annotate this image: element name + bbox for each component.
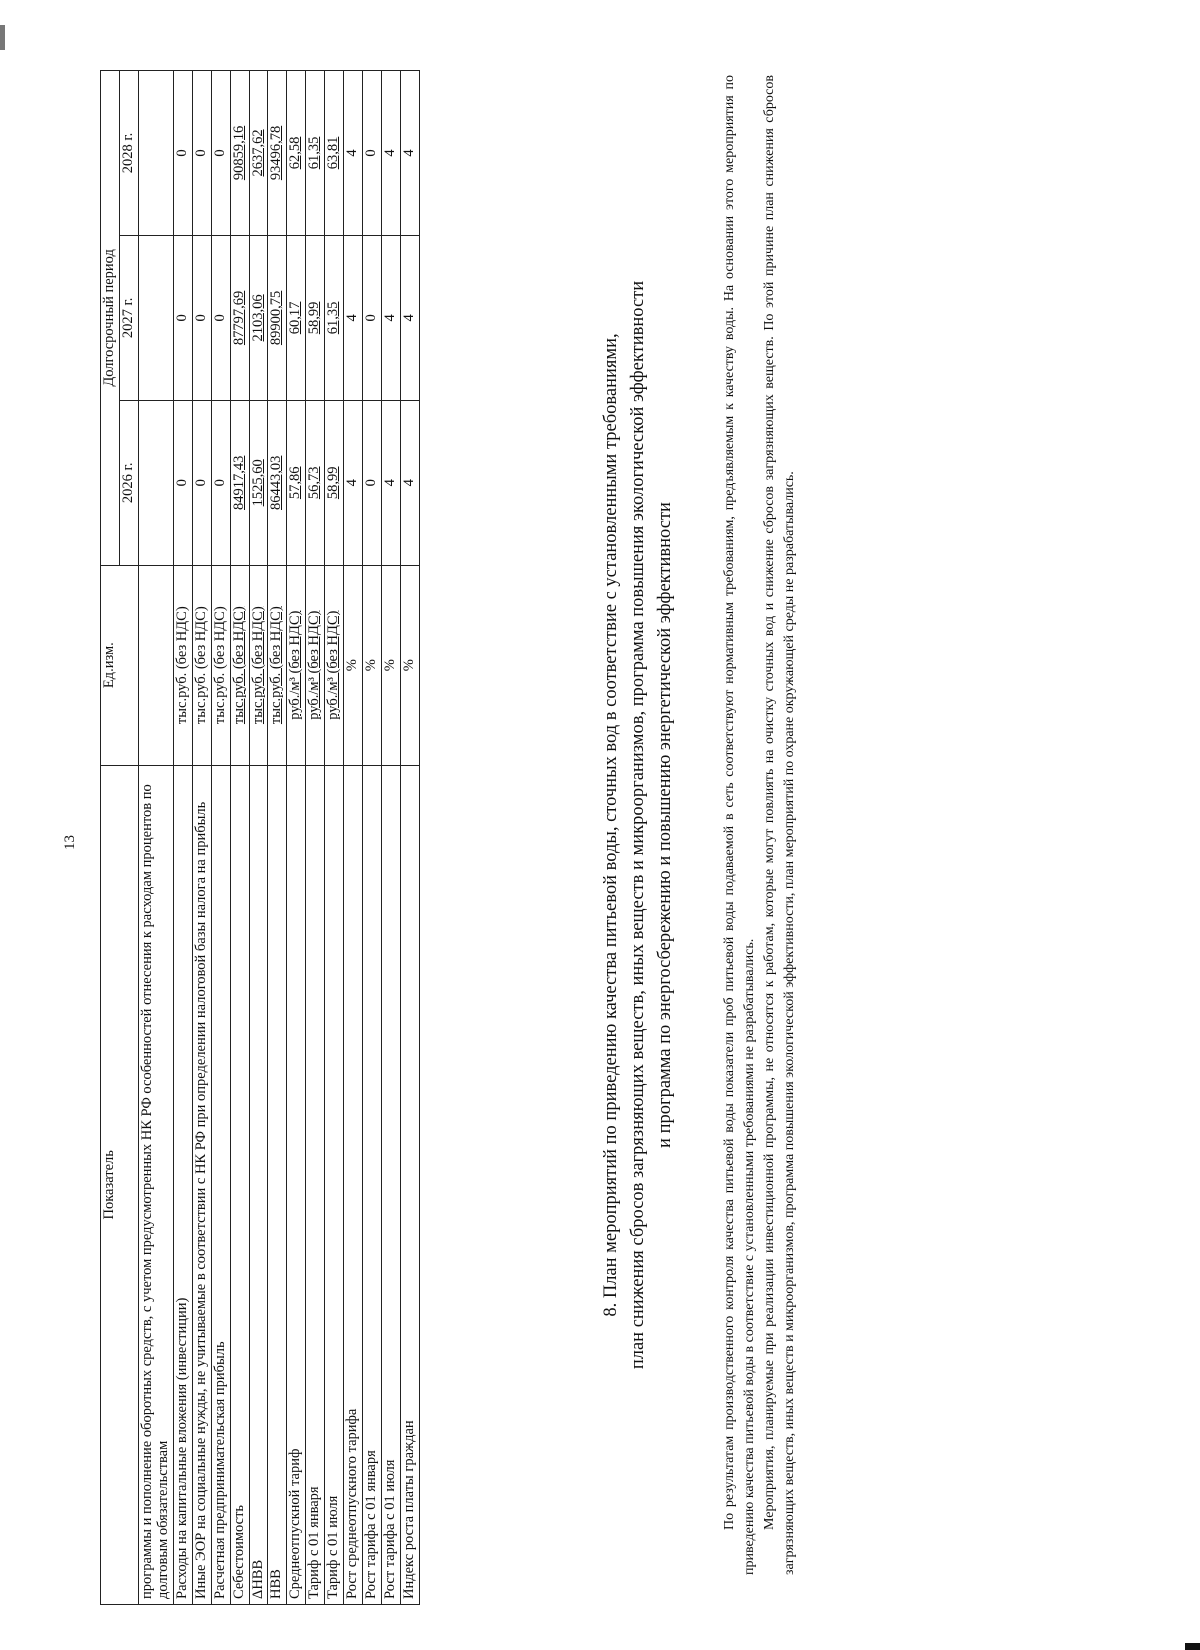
row-value: 2637,62 [249, 71, 268, 236]
row-value [138, 71, 173, 236]
row-value: 2103,06 [249, 235, 268, 400]
row-unit: тыс.руб. (без НДС) [173, 565, 192, 765]
row-unit: руб./м³ (без НДС) [325, 565, 344, 765]
row-indicator: ΔНВВ [249, 765, 268, 1604]
row-indicator: Расчетная предпринимательская прибыль [211, 765, 230, 1604]
scan-artifact [0, 25, 5, 50]
row-value: 0 [192, 71, 211, 236]
row-value: 4 [382, 71, 401, 236]
row-indicator: программы и пополнение оборотных средств, с учетом предусмотренных НК РФ особенностей отнесения к расходам процентов по долговым обязательствам [138, 765, 173, 1604]
row-indicator: Среднеотпускной тариф [287, 765, 306, 1604]
table-row [382, 71, 401, 1605]
row-unit: тыс.руб. (без НДС) [230, 565, 249, 765]
table-row [249, 71, 268, 1605]
row-value: 0 [192, 400, 211, 565]
row-indicator: Расходы на капитальные вложения (инвестиции) [173, 765, 192, 1604]
row-value: 62,58 [287, 71, 306, 236]
header-year-2028: 2028 г. [119, 71, 138, 236]
row-indicator: Иные ЭОР на социальные нужды, не учитываемые в соответствии с НК РФ при определении налоговой базы налога на прибыль [192, 765, 211, 1604]
table-row [287, 71, 306, 1605]
body-paragraph: Мероприятия, планируемые при реализации инвестиционной программы, не относятся к работам, которые могут повлиять на очистку сточных вод и снижение сбросов загрязняющих веществ. По этой причине план снижения сбросов загрязняющих веществ, иных веществ и микроорганизмов, программа повышения экологической эффективности, план мероприятий по охране окружающей среды не разрабатывались. [762, 75, 797, 1575]
row-value: 60,17 [287, 235, 306, 400]
row-unit: % [363, 565, 382, 765]
header-unit: Ед.изм. [101, 565, 139, 765]
row-indicator: Рост тарифа с 01 июля [382, 765, 401, 1604]
row-value: 0 [363, 400, 382, 565]
section-title [598, 0, 679, 1650]
row-indicator: Тариф с 01 января [306, 765, 325, 1604]
body-paragraph: По результатам производственного контроля качества питьевой воды показатели проб питьевой воды подаваемой в сеть соответствуют нормативным требованиям, предъявляемым к качеству воды. На основании этого мероприятия по приведению качества питьевой воды в соответствие с установленными требованиями не разрабатывались. [722, 75, 757, 1575]
table-row [230, 71, 249, 1605]
row-value: 4 [344, 71, 363, 236]
row-value: 57,86 [287, 400, 306, 565]
row-value: 86443,03 [268, 400, 287, 565]
row-value: 58,99 [325, 400, 344, 565]
row-value: 0 [211, 71, 230, 236]
header-period-group: Долгосрочный период [101, 71, 120, 566]
row-value: 61,35 [306, 71, 325, 236]
header-year-2026: 2026 г. [119, 400, 138, 565]
row-value: 4 [382, 235, 401, 400]
row-value: 84917,43 [230, 400, 249, 565]
row-value: 0 [173, 400, 192, 565]
section-body [720, 75, 800, 1575]
row-value: 4 [401, 71, 420, 236]
table-row [138, 71, 173, 1605]
row-value: 0 [363, 235, 382, 400]
header-indicator: Показатель [101, 765, 139, 1604]
row-value: 63,81 [325, 71, 344, 236]
row-value: 90859,16 [230, 71, 249, 236]
row-unit: % [382, 565, 401, 765]
row-unit: руб./м³ (без НДС) [287, 565, 306, 765]
section-title-line: и программа по энергосбережению и повышению энергетической эффективности [655, 502, 675, 1148]
row-unit: % [344, 565, 363, 765]
table-row [192, 71, 211, 1605]
row-value: 4 [401, 400, 420, 565]
table-body [138, 71, 419, 1605]
row-indicator: Индекс роста платы граждан [401, 765, 420, 1604]
table-row [344, 71, 363, 1605]
table-row [211, 71, 230, 1605]
row-indicator: Тариф с 01 июля [325, 765, 344, 1604]
row-unit: тыс.руб. (без НДС) [211, 565, 230, 765]
row-unit: тыс.руб. (без НДС) [249, 565, 268, 765]
row-value: 0 [192, 235, 211, 400]
row-value: 0 [173, 235, 192, 400]
row-unit: тыс.руб. (без НДС) [192, 565, 211, 765]
row-value: 0 [363, 71, 382, 236]
row-unit: тыс.руб. (без НДС) [268, 565, 287, 765]
row-value: 58,99 [306, 235, 325, 400]
row-value: 0 [173, 71, 192, 236]
row-value: 1525,60 [249, 400, 268, 565]
row-value: 93496,78 [268, 71, 287, 236]
header-year-2027: 2027 г. [119, 235, 138, 400]
table-row [306, 71, 325, 1605]
row-value: 89900,75 [268, 235, 287, 400]
row-value: 4 [344, 400, 363, 565]
row-value: 4 [401, 235, 420, 400]
row-unit: руб./м³ (без НДС) [306, 565, 325, 765]
row-indicator: Рост среднеотпускного тарифа [344, 765, 363, 1604]
table-row [363, 71, 382, 1605]
row-value [138, 400, 173, 565]
row-value: 4 [344, 235, 363, 400]
row-unit [138, 565, 173, 765]
row-unit: % [401, 565, 420, 765]
section-title-line: 8. План мероприятий по приведению качества питьевой воды, сточных вод в соответствие с установленными требованиями, [601, 333, 621, 1317]
row-value [138, 235, 173, 400]
table-row [325, 71, 344, 1605]
row-indicator: Себестоимость [230, 765, 249, 1604]
row-value: 56,73 [306, 400, 325, 565]
row-value: 0 [211, 400, 230, 565]
row-value: 0 [211, 235, 230, 400]
table-header-row [101, 71, 120, 1605]
tariff-table [100, 70, 420, 1605]
row-value: 4 [382, 400, 401, 565]
table-row [268, 71, 287, 1605]
row-indicator: Рост тарифа с 01 января [363, 765, 382, 1604]
page-number: 13 [62, 835, 78, 850]
section-title-line: план снижения сбросов загрязняющих веществ, иных веществ и микроорганизмов, программа повышения экологической эффективности [628, 280, 648, 1370]
row-value: 61,35 [325, 235, 344, 400]
scan-artifact [1185, 1643, 1200, 1650]
row-value: 87797,69 [230, 235, 249, 400]
table-row [173, 71, 192, 1605]
table-row [401, 71, 420, 1605]
row-indicator: НВВ [268, 765, 287, 1604]
